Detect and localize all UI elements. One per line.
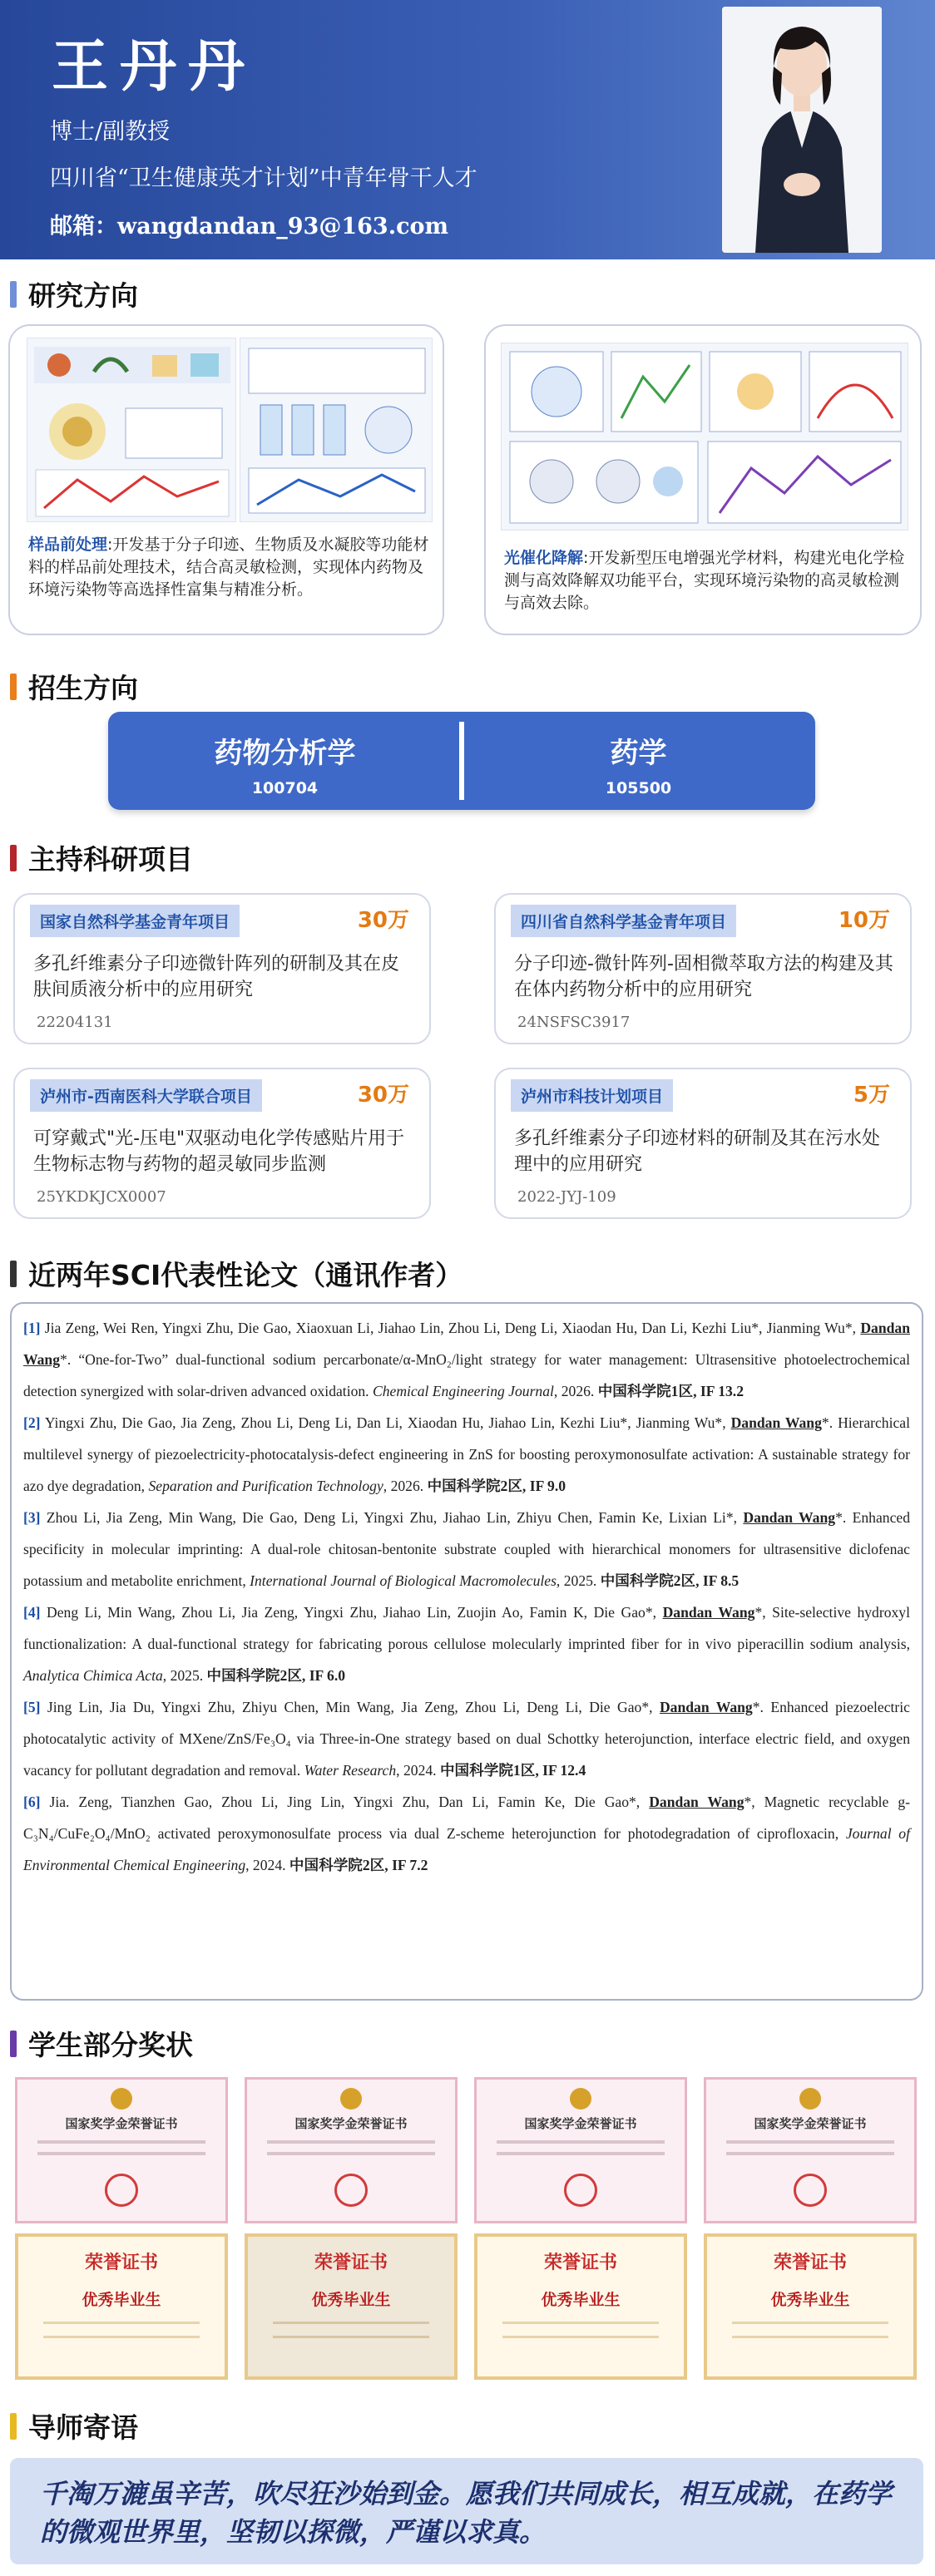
honor-certificate: 荣誉证书 优秀毕业生 [704,2233,917,2380]
email-address[interactable]: wangdandan_93@163.com [117,214,449,239]
project-code: 24NSFSC3917 [517,1014,631,1031]
project-code: 25YKDKJCX0007 [37,1188,166,1206]
project-amount: 10万 [838,908,890,933]
section-papers-title: 近两年SCI代表性论文（通讯作者） [10,1254,463,1293]
scholarship-certificate: 国家奖学金荣誉证书 [15,2077,228,2223]
project-amount: 30万 [357,1083,409,1108]
project-title: 可穿戴式"光-压电"双驱动电化学传感贴片用于生物标志物与药物的超灵敏同步监测 [33,1128,405,1175]
honor-certificate: 荣誉证书 优秀毕业生 [15,2233,228,2380]
project-tag: 泸州市科技计划项目 [511,1079,673,1112]
paper-item: [5] Jing Lin, Jia Du, Yingxi Zhu, Zhiyu Chen, Min Wang, Jia Zeng, Zhou Li, Deng Li, Die Gao*, Dandan Wang*. Enhanced piezoelectric photocatalytic activity of MXene/ZnS/Fe₃O₄ via Three-in-One strategy based on dual Schottky heterojunction, interface electric field, and oxygen vacancy for pollutant degradation and removal. Water Research, 2024. 中国科学院1区, IF 12.4 [23,1699,910,1779]
research-figure-left-b [240,338,433,522]
email-line [50,208,448,240]
project-title: 多孔纤维素分子印迹微针阵列的研制及其在皮肤间质液分析中的应用研究 [33,954,400,1000]
project-title: 多孔纤维素分子印迹材料的研制及其在污水处理中的应用研究 [514,1128,881,1175]
profile-header [0,0,935,259]
section-message-title: 导师寄语 [10,2406,138,2445]
email-label: 邮箱： [50,214,117,239]
teacher-name: 王丹丹 [52,33,257,100]
honor-certificate: 荣誉证书 优秀毕业生 [474,2233,687,2380]
research-figure-right [501,343,908,530]
research-card-photocatalysis [484,324,922,635]
paper-item: [3] Zhou Li, Jia Zeng, Min Wang, Die Gao, Deng Li, Yingxi Zhu, Jiahao Lin, Zhiyu Chen, Famin Ke, Lixian Li*, Dandan Wang*. Enhanced specificity in molecular imprinting: A dual-role chitosan-bentonite substrate coupled with hierarchical monomers for ultrasensitive diclofenac potassium and metabolite enrichment, International Journal of Biological Macromolecules, 2025. 中国科学院2区, IF 8.5 [23,1509,910,1589]
academic-title: 博士/副教授 [50,119,171,145]
section-recruit-title: 招生方向 [10,667,138,706]
project-tag: 四川省自然科学基金青年项目 [511,905,736,937]
major-pharmacy: 药学 105500 [605,737,672,797]
section-awards-title: 学生部分奖状 [10,2024,193,2063]
project-code: 2022-JYJ-109 [517,1188,616,1206]
paper-item: [6] Jia. Zeng, Tianzhen Gao, Zhou Li, Jing Lin, Yingxi Zhu, Dan Li, Famin Ke, Die Gao*, Dandan Wang*, Magnetic recyclable g-C₃N₄/CuFe₂O₄/MnO₂ activated peroxymonosulfate process via dual Z-scheme heterojunction for photodegradation of ciprofloxacin, Journal of Environmental Chemical Engineering, 2024. 中国科学院2区, IF 7.2 [23,1794,910,1873]
paper-item: [4] Deng Li, Min Wang, Zhou Li, Jia Zeng, Yingxi Zhu, Jiahao Lin, Zuojin Ao, Famin K, Die Gao*, Dandan Wang*, Site-selective hydroxyl functionalization: A dual-functional strategy for fabricating porous cellulose molecularly imprinted fiber for in vivo piperacillin sodium analysis, Analytica Chimica Acta, 2025. 中国科学院2区, IF 6.0 [23,1604,910,1684]
research-card-sample-prep [8,324,444,635]
paper-item: [2] Yingxi Zhu, Die Gao, Jia Zeng, Zhou Li, Deng Li, Dan Li, Xiaodan Hu, Jiahao Lin, Kezhi Liu*, Jianming Wu*, Dandan Wang*. Hierarchical multilevel synergy of piezoelectricity-photocatalysis-defect engineering in ZnS for boosting peroxymonosulfate activation: A sustainable strategy for azo dye degradation, Separation and Purification Technology, 2026. 中国科学院2区, IF 9.0 [23,1414,910,1494]
project-card [13,893,431,1044]
project-amount: 30万 [357,908,409,933]
section-marker [10,674,17,700]
scholarship-certificate: 国家奖学金荣誉证书 [474,2077,687,2223]
mentor-message: 千淘万漉虽辛苦，吹尽狂沙始到金。愿我们共同成长，相互成就，在药学的微观世界里，坚韧以探微，严谨以求真。 [10,2458,923,2564]
section-research-title: 研究方向 [10,274,138,313]
major-pharm-analysis: 药物分析学 100704 [214,737,356,797]
talent-honor: 四川省“卫生健康英才计划”中青年骨干人才 [50,165,477,191]
scholarship-certificate: 国家奖学金荣誉证书 [704,2077,917,2223]
project-card [13,1068,431,1219]
scholarship-certificate: 国家奖学金荣誉证书 [245,2077,458,2223]
research-head-sample-prep: 样品前处理 [28,535,108,554]
section-marker [10,1261,17,1287]
project-tag: 泸州市-西南医科大学联合项目 [30,1079,262,1112]
research-desc-sample-prep: 样品前处理:开发基于分子印迹、生物质及水凝胶等功能材料的样品前处理技术，结合高灵敏检测，实现体内药物及环境污染物等高选择性富集与精准分析。 [28,535,429,599]
project-card [494,1068,912,1219]
profile-photo [722,7,882,253]
paper-list [10,1302,923,2001]
paper-item: [1] Jia Zeng, Wei Ren, Yingxi Zhu, Die Gao, Xiaoxuan Li, Jiahao Lin, Zhou Li, Deng Li, Xiaodan Hu, Dan Li, Kezhi Liu*, Jianming Wu*, Dandan Wang*. “One-for-Two” dual-functional sodium percarbonate/α-MnO₂/light strategy for water management: Ultrasensitive photoelectrochemical detection synergized with solar-driven advanced oxidation. Chemical Engineering Journal, 2026. 中国科学院1区, IF 13.2 [23,1320,910,1399]
research-desc-photocatalysis: 光催化降解:开发新型压电增强光学材料，构建光电化学检测与高效降解双功能平台，实现环境污染物的高灵敏检测与高效去除。 [504,549,905,612]
section-marker [10,2031,17,2057]
project-title: 分子印迹-微针阵列-固相微萃取方法的构建及其在体内药物分析中的应用研究 [514,954,893,1000]
project-card [494,893,912,1044]
project-tag: 国家自然科学基金青年项目 [30,905,240,937]
section-marker [10,281,17,308]
section-projects-title: 主持科研项目 [10,838,193,877]
project-amount: 5万 [853,1083,890,1108]
recruit-majors-panel [108,712,815,810]
honor-certificate: 荣誉证书 优秀毕业生 [245,2233,458,2380]
section-marker [10,845,17,871]
research-head-photocatalysis: 光催化降解 [504,549,584,567]
project-code: 22204131 [37,1014,113,1031]
section-marker [10,2413,17,2440]
research-figure-left-a [27,338,236,522]
